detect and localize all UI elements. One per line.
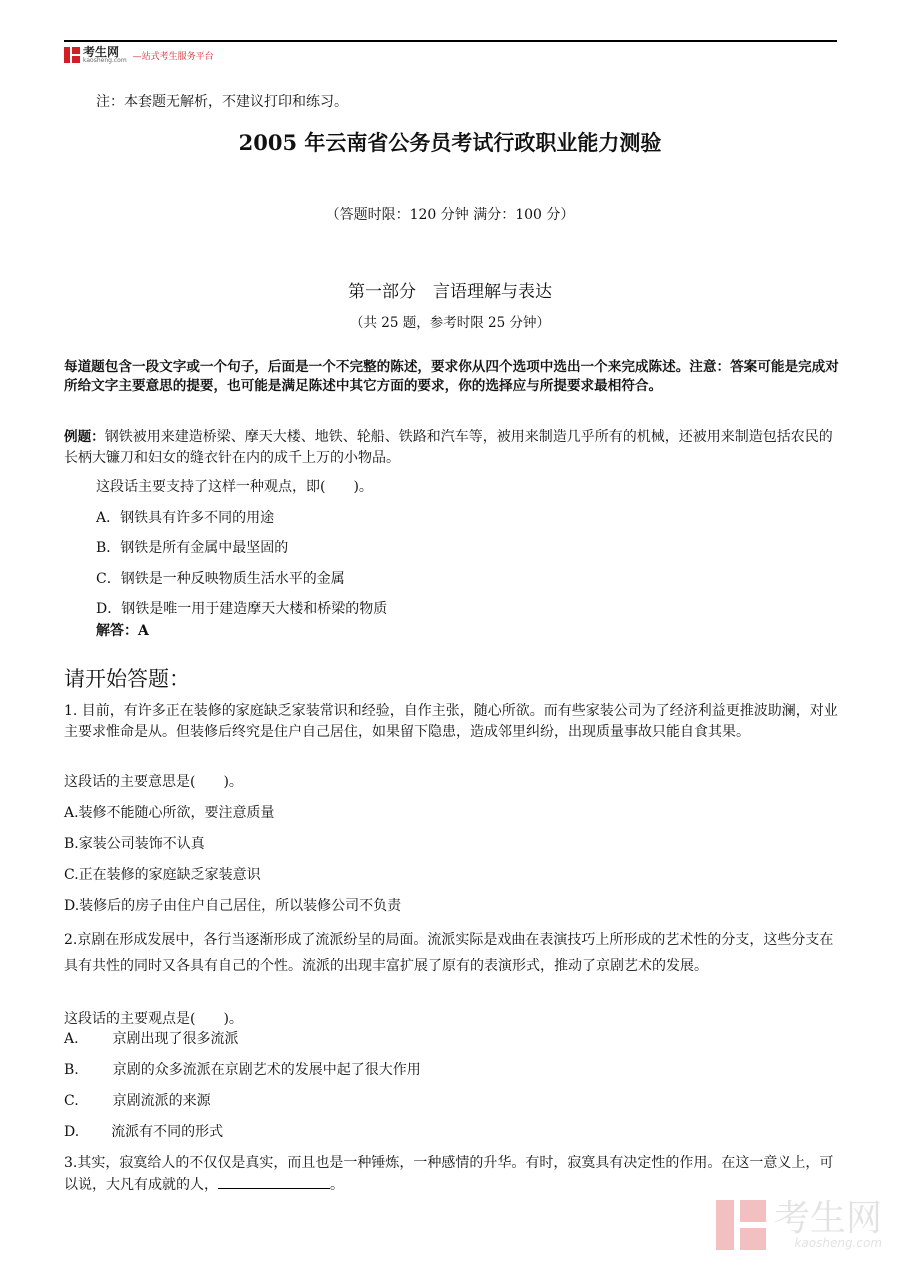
example-option-b[interactable]: B．钢铁是所有金属中最坚固的 [96, 540, 289, 556]
part-title: 第一部分 言语理解与表达 [348, 282, 552, 302]
question-2-option-d[interactable] [64, 1122, 223, 1142]
watermark-logo [716, 1200, 882, 1250]
watermark-domain: kaosheng.com [794, 1236, 883, 1250]
option-letter: D. [64, 1124, 80, 1140]
question-1-option-b[interactable]: B.家装公司装饰不认真 [64, 836, 205, 852]
question-3-stem: 3.其实，寂寞给人的不仅仅是真实，而且也是一种锤炼，一种感情的升华。有时，寂寞具有决定性的作用。在这一意义上，可以说，大凡有成就的人， [64, 1155, 834, 1193]
answer-blank[interactable] [218, 1174, 330, 1189]
question-1-option-a[interactable]: A.装修不能随心所欲，要注意质量 [64, 805, 275, 821]
example-option-c[interactable]: C．钢铁是一种反映物质生活水平的金属 [96, 571, 345, 587]
part-subtitle: （共 25 题，参考时限 25 分钟） [349, 315, 551, 331]
watermark-name: 考生网 [774, 1198, 883, 1239]
note-text: 注：本套题无解析，不建议打印和练习。 [96, 94, 348, 110]
question-1-option-c[interactable]: C.正在装修的家庭缺乏家装意识 [64, 867, 261, 883]
question-2-prompt: 这段话的主要观点是( )。 [64, 1011, 243, 1027]
question-3-end: 。 [330, 1177, 344, 1193]
logo-brand-name: 考生网 [83, 45, 120, 59]
question-1-option-d[interactable]: D.装修后的房子由住户自己居住，所以装修公司不负责 [64, 898, 402, 914]
page-title: 2005 年云南省公务员考试行政职业能力测验 [238, 130, 662, 155]
logo-domain: kaosheng.com [83, 57, 127, 64]
option-letter: C. [64, 1093, 79, 1109]
time-info: （答题时限：120 分钟 满分：100 分） [325, 207, 575, 223]
header-rule [64, 40, 837, 42]
option-letter: A. [64, 1031, 79, 1047]
example-option-a[interactable]: A．钢铁具有许多不同的用途 [96, 510, 275, 526]
option-text: 京剧的众多流派在京剧艺术的发展中起了很大作用 [112, 1062, 421, 1078]
question-2-text: 2.京剧在形成发展中，各行当逐渐形成了流派纷呈的局面。流派实际是戏曲在表演技巧上所形成的艺术性的分支，这些分支在具有共性的同时又各具有自己的个性。流派的出现丰富扩展了原有的表演形式，推动了京剧艺术的发展。 [64, 932, 834, 974]
site-logo[interactable] [64, 44, 214, 66]
example-text: 钢铁被用来建造桥梁、摩天大楼、地铁、轮船、铁路和汽车等，被用来制造几乎所有的机械，还被用来制造包括农民的长柄大镰刀和妇女的缝衣针在内的成千上万的小物品。 [64, 429, 833, 466]
example-answer: 解答：A [96, 623, 149, 639]
example-option-d[interactable]: D．钢铁是唯一用于建造摩天大楼和桥梁的物质 [96, 601, 388, 617]
example-paragraph [64, 427, 840, 469]
question-1-text: 1. 目前，有许多正在装修的家庭缺乏家装常识和经验，自作主张，随心所欲。而有些家装公司为了经济利益更推波助澜，对业主要求惟命是从。但装修后终究是住户自己居住，如果留下隐患，造成邻里纠纷，出现质量事故只能自食其果。 [64, 703, 838, 740]
question-2-option-c[interactable] [64, 1091, 211, 1111]
option-letter: B. [64, 1062, 79, 1078]
example-label: 例题： [64, 429, 105, 445]
watermark-icon [716, 1200, 766, 1250]
option-text: 京剧出现了很多流派 [112, 1031, 239, 1047]
question-2-option-a[interactable] [64, 1029, 239, 1049]
example-question: 这段话主要支持了这样一种观点，即( )。 [96, 479, 373, 495]
option-text: 流派有不同的形式 [111, 1124, 224, 1140]
option-text: 京剧流派的来源 [112, 1093, 211, 1109]
question-1-prompt: 这段话的主要意思是( )。 [64, 774, 243, 790]
start-heading: 请开始答题： [64, 667, 190, 691]
question-2-option-b[interactable] [64, 1060, 421, 1080]
logo-icon [64, 47, 80, 63]
question-3-text [64, 1153, 840, 1196]
part-instructions: 每道题包含一段文字或一个句子，后面是一个不完整的陈述，要求你从四个选项中选出一个来完成陈述。注意：答案可能是完成对所给文字主要意思的提要，也可能是满足陈述中其它方面的要求，你的选择应与所提要求最相符合。 [64, 359, 839, 394]
logo-slogan: —站式考生服务平台 [132, 51, 214, 62]
